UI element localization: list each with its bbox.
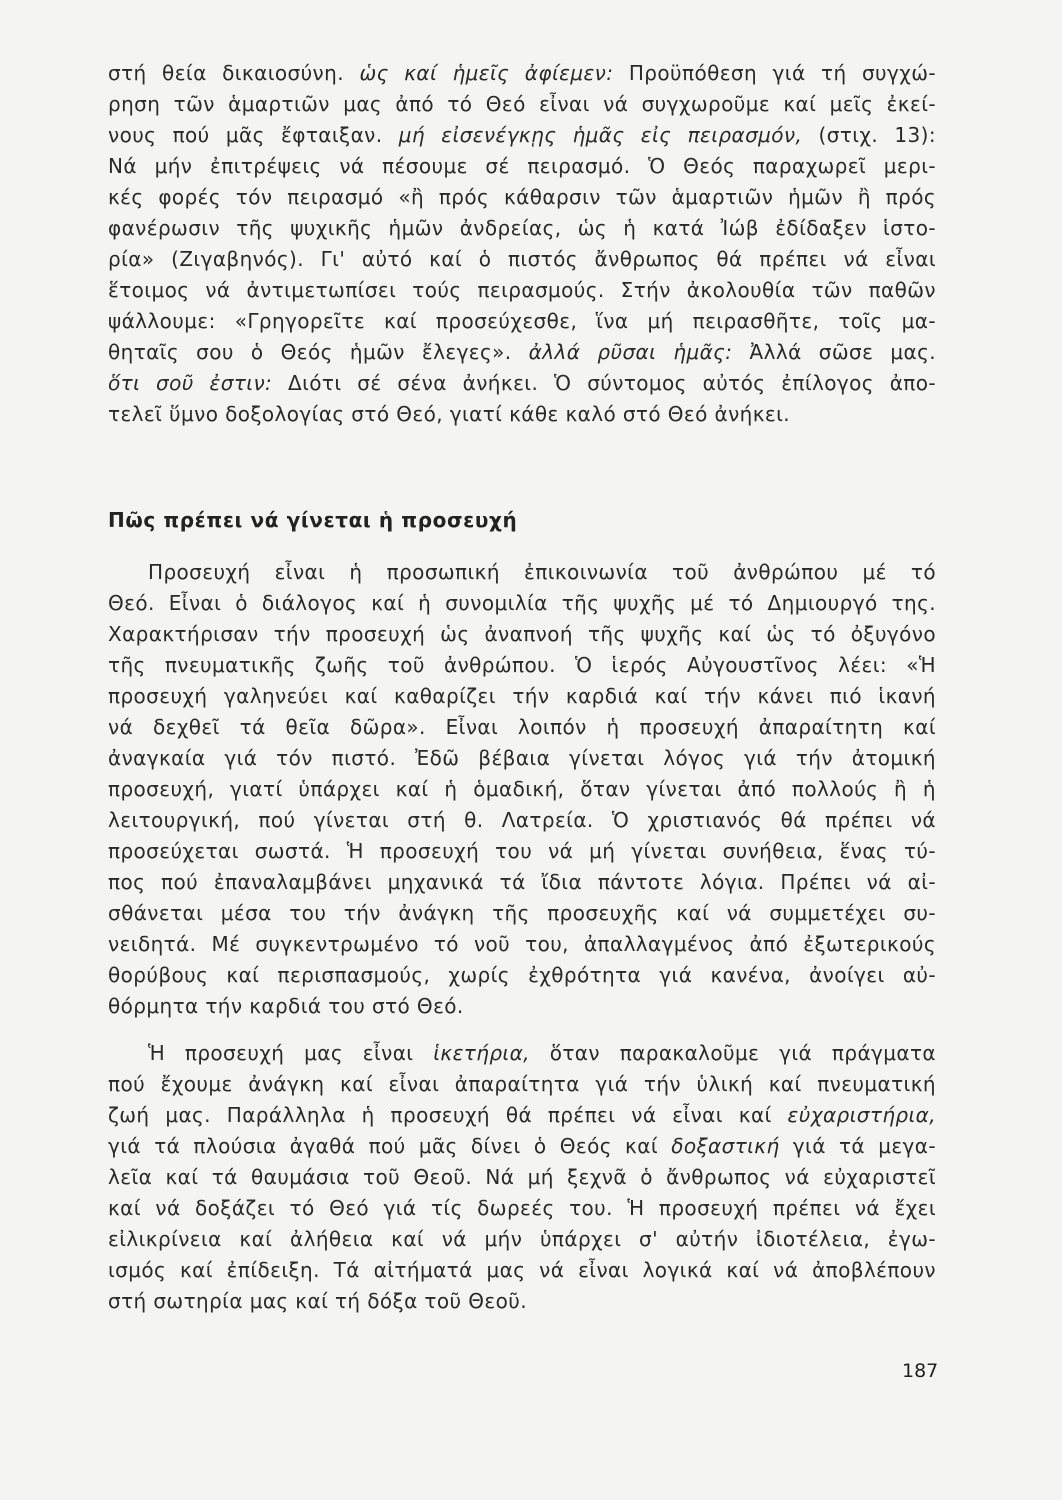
line-text: Νά μήν ἐπιτρέψεις νά πέσουμε σέ πειρασμό. Ὁ Θεός παραχωρεῖ μερι- — [108, 154, 936, 178]
text-line — [108, 619, 936, 650]
line-text: προσευχή γαληνεύει καί καθαρίζει τήν καρδιά καί τήν κάνει πιό ἱκανή — [108, 684, 936, 708]
text-line — [108, 960, 936, 991]
line-text: γιά τά μεγα- — [779, 1134, 936, 1158]
line-text: Θεό. Εἶναι ὁ διάλογος καί ἡ συνομιλία τῆς ψυχῆς μέ τό Δημιουργό της. — [108, 591, 936, 615]
text-line — [108, 712, 936, 743]
text-line — [108, 557, 936, 588]
line-text: Χαρακτήρισαν τήν προσευχή ὡς ἀναπνοή τῆς ψυχῆς καί ὡς τό ὀξυγόνο — [108, 622, 936, 646]
text-line — [108, 1286, 936, 1317]
line-text: ρία» (Ζιγαβηνός). Γι' αὐτό καί ὁ πιστός ἄνθρωπος θά πρέπει νά εἶναι — [108, 247, 936, 271]
text-line — [108, 89, 936, 120]
page-number: 187 — [902, 1360, 939, 1382]
paragraph-1 — [108, 557, 936, 1022]
line-text: λειτουργική, πού γίνεται στή θ. Λατρεία. Ὁ χριστιανός θά πρέπει νά — [108, 808, 936, 832]
text-line — [108, 867, 936, 898]
text-line — [108, 929, 936, 960]
text-line — [108, 1224, 936, 1255]
line-text: σθάνεται μέσα του τήν ἀνάγκη τῆς προσευχῆς καί νά συμμετέχει συ- — [108, 901, 936, 925]
text-line — [108, 681, 936, 712]
line-text: στή σωτηρία μας καί τή δόξα τοῦ Θεοῦ. — [108, 1289, 527, 1313]
text-line — [108, 1131, 936, 1162]
section-heading: Πῶς πρέπει νά γίνεται ἡ προσευχή — [108, 508, 518, 532]
line-text: νους πού μᾶς ἔφταιξαν. — [108, 123, 399, 147]
text-line — [108, 306, 936, 337]
line-text: προσεύχεται σωστά. Ἡ προσευχή του νά μή γίνεται συνήθεια, ἕνας τύ- — [108, 839, 936, 863]
text-line — [108, 588, 936, 619]
line-text: λεῖα καί τά θαυμάσια τοῦ Θεοῦ. Νά μή ξεχνᾶ ὁ ἄνθρωπος νά εὐχαριστεῖ — [108, 1165, 936, 1189]
line-text: θορύβους καί περισπασμούς, χωρίς ἐχθρότητα γιά κανένα, ἀνοίγει αὐ- — [108, 963, 936, 987]
text-line — [108, 1100, 936, 1131]
line-text: νειδητά. Μέ συγκεντρωμένο τό νοῦ του, ἀπαλλαγμένος ἀπό ἐξωτερικούς — [108, 932, 936, 956]
italic-quote: ὅτι σοῦ ἐστιν: — [108, 371, 273, 395]
italic-quote: ὡς καί ἡμεῖς ἀφίεμεν: — [359, 61, 614, 85]
line-text: ρηση τῶν ἁμαρτιῶν μας ἀπό τό Θεό εἶναι νά συγχωροῦμε καί μεῖς ἐκεί- — [108, 92, 936, 116]
line-text: φανέρωσιν τῆς ψυχικῆς ἡμῶν ἀνδρείας, ὡς ἡ κατά Ἰώβ ἐδίδαξεν ἱστο- — [108, 216, 936, 240]
line-text: θόρμητα τήν καρδιά του στό Θεό. — [108, 994, 464, 1018]
italic-quote: ἱκετήρια, — [433, 1041, 530, 1065]
line-text: θηταῖς σου ὁ Θεός ἡμῶν ἔλεγες». — [108, 340, 529, 364]
line-text: τῆς πνευματικῆς ζωῆς τοῦ ἀνθρώπου. Ὁ ἱερός Αὐγουστῖνος λέει: «Ἡ — [108, 653, 936, 677]
line-text: ὅταν παρακαλοῦμε γιά πράγματα — [529, 1041, 936, 1065]
line-text: ἀναγκαία γιά τόν πιστό. Ἐδῶ βέβαια γίνεται λόγος γιά τήν ἀτομική — [108, 746, 936, 770]
line-text: Προϋπόθεση γιά τή συγχώ- — [613, 61, 936, 85]
text-line — [108, 1255, 936, 1286]
text-line — [108, 774, 936, 805]
paragraph-2 — [108, 1038, 936, 1317]
text-line — [108, 650, 936, 681]
line-text: Διότι σέ σένα ἀνήκει. Ὁ σύντομος αὐτός ἐπίλογος ἀπο- — [272, 371, 936, 395]
text-line — [108, 1162, 936, 1193]
text-line — [108, 898, 936, 929]
text-line — [108, 1038, 936, 1069]
line-text: τελεῖ ὕμνο δοξολογίας στό Θεό, γιατί κάθε καλό στό Θεό ἀνήκει. — [108, 402, 791, 426]
text-line — [108, 805, 936, 836]
line-text: ισμός καί ἐπίδειξη. Τά αἰτήματά μας νά εἶναι λογικά καί νά ἀποβλέπουν — [108, 1258, 936, 1282]
text-line — [108, 743, 936, 774]
line-text: ψάλλουμε: «Γρηγορεῖτε καί προσεύχεσθε, ἵνα μή πειρασθῆτε, τοῖς μα- — [108, 309, 936, 333]
italic-quote: ἀλλά ρῦσαι ἡμᾶς: — [528, 340, 733, 364]
line-text: νά δεχθεῖ τά θεῖα δῶρα». Εἶναι λοιπόν ἡ προσευχή ἀπαραίτητη καί — [108, 715, 936, 739]
text-line — [108, 244, 936, 275]
line-text: ζωή μας. Παράλληλα ἡ προσευχή θά πρέπει νά εἶναι καί — [108, 1103, 788, 1127]
text-line — [108, 120, 936, 151]
line-text: γιά τά πλούσια ἀγαθά πού μᾶς δίνει ὁ Θεός καί — [108, 1134, 672, 1158]
text-line — [108, 275, 936, 306]
line-text: Ἡ προσευχή μας εἶναι — [148, 1041, 434, 1065]
text-line — [108, 836, 936, 867]
text-line — [108, 1193, 936, 1224]
text-line — [108, 399, 936, 430]
line-text: στή θεία δικαιοσύνη. — [108, 61, 360, 85]
line-text: πού ἔχουμε ἀνάγκη καί εἶναι ἀπαραίτητα γιά τήν ὑλική καί πνευματική — [108, 1072, 936, 1096]
text-line — [108, 991, 936, 1022]
text-line — [108, 182, 936, 213]
italic-quote: μή εἰσενέγκῃς ἡμᾶς εἰς πειρασμόν, — [398, 123, 803, 147]
text-line — [108, 368, 936, 399]
line-text: προσευχή, γιατί ὑπάρχει καί ἡ ὁμαδική, ὅταν γίνεται ἀπό πολλούς ἢ ἡ — [108, 777, 936, 801]
line-text: πος πού ἐπαναλαμβάνει μηχανικά τά ἴδια πάντοτε λόγια. Πρέπει νά αἰ- — [108, 870, 936, 894]
italic-quote: δοξαστική — [671, 1134, 780, 1158]
line-text: καί νά δοξάζει τό Θεό γιά τίς δωρεές του. Ἡ προσευχή πρέπει νά ἔχει — [108, 1196, 936, 1220]
line-text: Ἀλλά σῶσε μας. — [732, 340, 937, 364]
line-text: εἰλικρίνεια καί ἀλήθεια καί νά μήν ὑπάρχει σ' αὐτήν ἰδιοτέλεια, ἐγω- — [108, 1227, 936, 1251]
text-line — [108, 1069, 936, 1100]
line-text: Προσευχή εἶναι ἡ προσωπική ἐπικοινωνία τοῦ ἀνθρώπου μέ τό — [148, 560, 936, 584]
line-text: (στιχ. 13): — [802, 123, 936, 147]
text-line — [108, 337, 936, 368]
italic-quote: εὐχαριστήρια, — [787, 1103, 936, 1127]
line-text: κές φορές τόν πειρασμό «ἢ πρός κάθαρσιν τῶν ἁμαρτιῶν ἡμῶν ἢ πρός — [108, 185, 936, 209]
top-paragraph — [108, 58, 936, 430]
text-line — [108, 213, 936, 244]
text-line — [108, 58, 936, 89]
text-line — [108, 151, 936, 182]
line-text: ἕτοιμος νά ἀντιμετωπίσει τούς πειρασμούς. Στήν ἀκολουθία τῶν παθῶν — [108, 278, 936, 302]
